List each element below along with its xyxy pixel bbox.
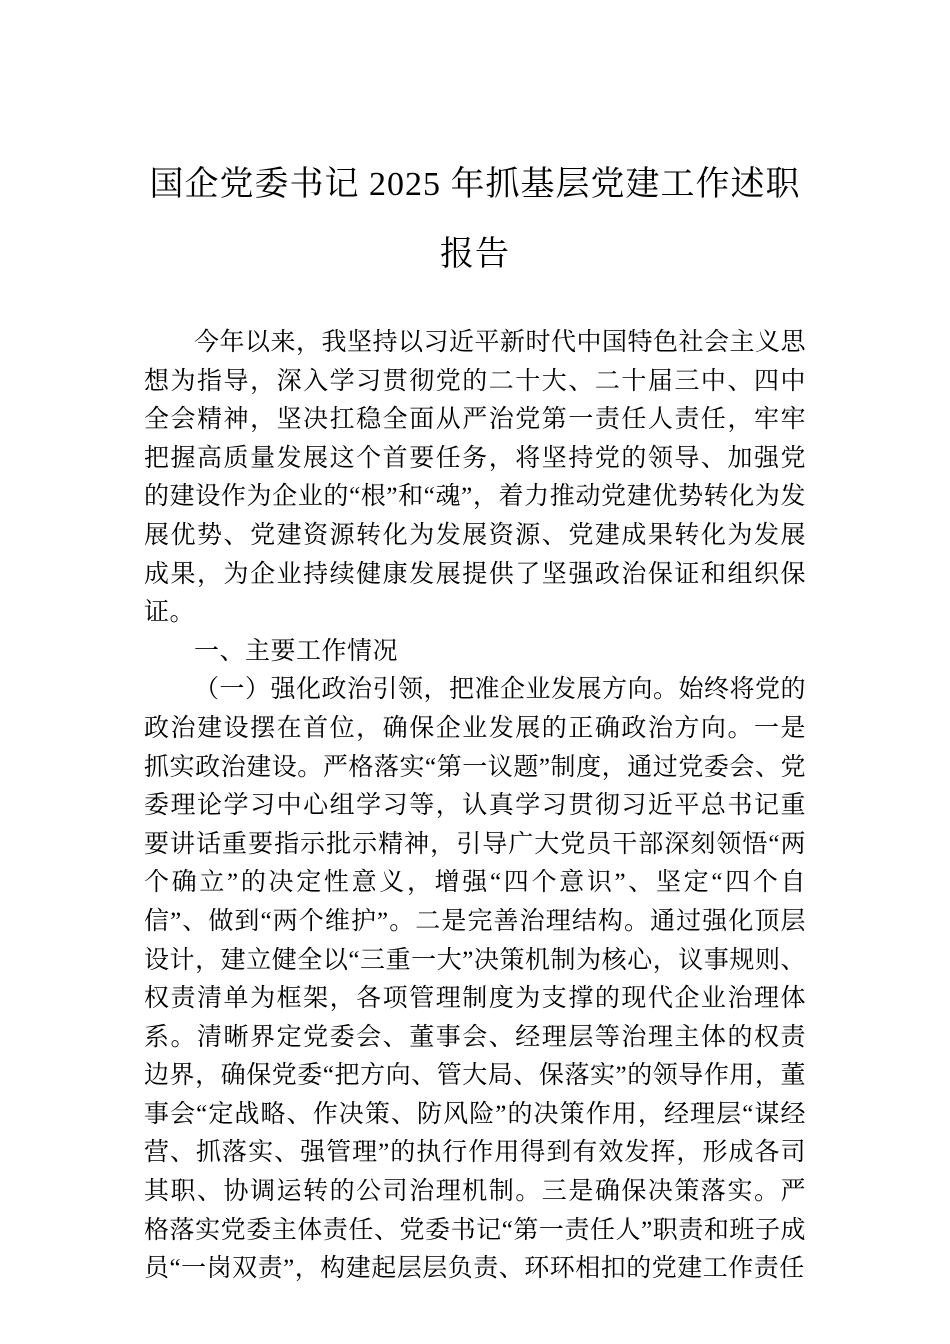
paragraph-section-one: （一）强化政治引领，把准企业发展方向。始终将党的政治建设摆在首位，确保企业发展的正确政治方向。一是抓实政治建设。严格落实“第一议题”制度，通过党委会、党委理论学习中心组学习等，认真学习贯彻习近平总书记重要讲话重要指示批示精神，引导广大党员干部深刻领悟“两个确立”的决定性意义，增强“四个意识”、坚定“四个自信”、做到“两个维护”。二是完善治理结构。通过强化顶层设计，建立健全以“三重一大”决策机制为核心，议事规则、权责清单为框架，各项管理制度为支撑的现代企业治理体系。清晰界定党委会、董事会、经理层等治理主体的权责边界，确保党委“把方向、管大局、保落实”的领导作用，董事会“定战略、作决策、防风险”的决策作用，经理层“谋经营、抓落实、强管理”的执行作用得到有效发挥，形成各司其职、协调运转的公司治理机制。三是确保决策落实。严格落实党委主体责任、党委书记“第一责任人”职责和班子成员“一岗双责”，构建起层层负责、环环相扣的党建工作责任	[144, 676, 807, 1283]
document-body	[144, 324, 806, 1289]
document-content	[144, 0, 806, 1289]
paragraph-intro: 今年以来，我坚持以习近平新时代中国特色社会主义思想为指导，深入学习贯彻党的二十大、二十届三中、四中全会精神，坚决扛稳全面从严治党第一责任人责任，牢牢把握高质量发展这个首要任务，将坚持党的领导、加强党的建设作为企业的“根”和“魂”，着力推动党建优势转化为发展优势、党建资源转化为发展资源、党建成果转化为发展成果，为企业持续健康发展提供了坚强政治保证和组织保证。	[144, 329, 807, 627]
document-title-line-2: 报告	[440, 236, 510, 273]
document-title	[144, 150, 806, 290]
document-title-line-1: 国企党委书记 2025 年抓基层党建工作述职	[149, 166, 801, 203]
section-heading-main-work: 一、主要工作情况	[194, 637, 399, 665]
